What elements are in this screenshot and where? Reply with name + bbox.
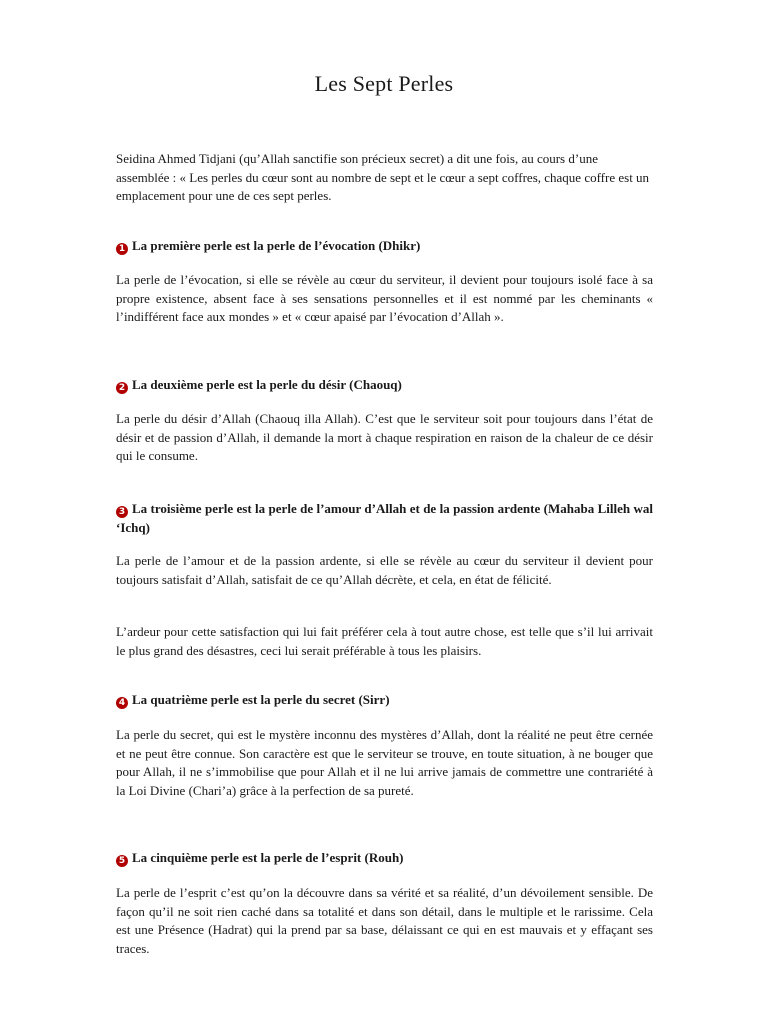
section-4-heading-text: La quatrième perle est la perle du secret (Sirr): [132, 692, 390, 707]
section-2-heading: [116, 376, 653, 395]
section-5-heading-text: La cinquième perle est la perle de l’esprit (Rouh): [132, 850, 404, 865]
section-4-heading: [116, 691, 653, 710]
section-3-heading: [116, 500, 653, 537]
number-4-icon: 4: [116, 697, 128, 709]
document-title: Les Sept Perles: [314, 71, 454, 96]
intro-paragraph: Seidina Ahmed Tidjani (qu’Allah sanctifie son précieux secret) a dit une fois, au cours d’une assemblée : « Les perles du cœur sont au nombre de sept et le cœur a sept coffres, chaque coffre est un emplacement pour une de ces sept perles.: [116, 151, 650, 204]
section-4-paragraph: La perle du secret, qui est le mystère inconnu des mystères d’Allah, dont la réalité ne peut être cernée et ne peut être connue. Son caractère est que le serviteur se trouve, en toute situation, à ne bouger que pour Allah, il ne s’immobilise que pour Allah et il ne lui arrive jamais de commettre une contrariété à la Loi Divine (Chari’a) grâce à la perfection de sa pureté.: [116, 727, 653, 798]
section-3-paragraph-2: L’ardeur pour cette satisfaction qui lui fait préférer cela à tout autre chose, est telle que s’il lui arrivait le plus grand des désastres, ceci lui serait préférable à tous les plaisirs.: [116, 624, 653, 658]
number-5-icon: 5: [116, 855, 128, 867]
number-2-icon: 2: [116, 382, 128, 394]
section-5-heading: [116, 849, 653, 868]
section-1-heading-text: La première perle est la perle de l’évocation (Dhikr): [132, 238, 421, 253]
section-3-paragraph-1: La perle de l’amour et de la passion ardente, si elle se révèle au cœur du serviteur il devient pour toujours satisfait d’Allah, satisfait de ce qu’Allah décrète, et cela, en état de félicité.: [116, 553, 653, 587]
section-5-paragraph: La perle de l’esprit c’est qu’on la découvre dans sa vérité et sa réalité, d’un dévoilement sensible. De façon qu’il ne soit rien caché dans sa totalité et dans son détail, dans le multiple et le rarissime. Cela est une Présence (Hadrat) qui la prend par sa base, délaissant ce qui en est mauvais et y effaçant ses traces.: [116, 885, 653, 956]
section-1-paragraph: La perle de l’évocation, si elle se révèle au cœur du serviteur, il devient pour toujours isolé face à sa propre existence, absent face à ses sensations personnelles et il est nommé par les cheminants « l’indifférent face aux mondes » et « cœur apaisé par l’évocation d’Allah ».: [116, 272, 653, 325]
number-1-icon: 1: [116, 243, 128, 255]
section-3-heading-text: La troisième perle est la perle de l’amour d’Allah et de la passion ardente (Mahaba Lilleh wal ‘Ichq): [116, 501, 653, 535]
section-1-heading: [116, 237, 653, 256]
section-2-heading-text: La deuxième perle est la perle du désir (Chaouq): [132, 377, 402, 392]
section-2-paragraph: La perle du désir d’Allah (Chaouq illa Allah). C’est que le serviteur soit pour toujours dans l’état de désir et de passion d’Allah, il demande la mort à chaque respiration en raison de la chaleur de ce désir qui le consume.: [116, 411, 653, 464]
number-3-icon: 3: [116, 506, 128, 518]
